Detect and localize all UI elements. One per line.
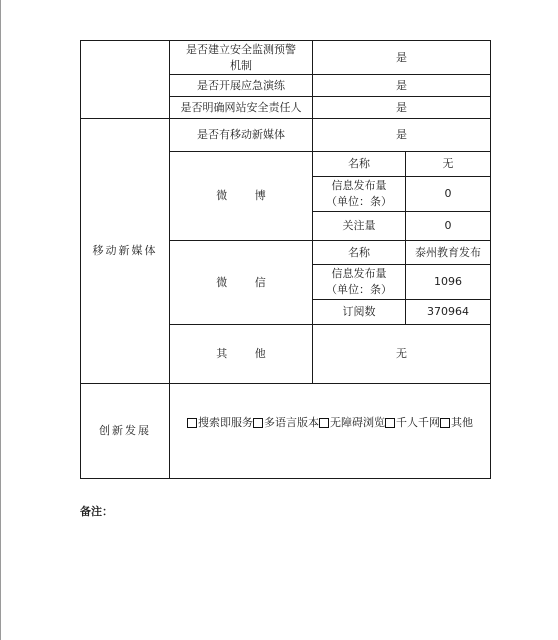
wechat-name-label: 名称 [348, 245, 370, 259]
page-left-edge [0, 0, 1, 640]
option-label: 无障碍浏览 [330, 416, 385, 429]
wechat-posts-label: 信息发布量（单位：条） [326, 267, 392, 296]
weibo-name-label: 名称 [348, 157, 370, 170]
option-accessibility[interactable] [319, 415, 385, 431]
innovation-label: 创新发展 [99, 424, 151, 437]
option-personalized[interactable] [385, 415, 440, 431]
table-border-right [490, 40, 491, 479]
option-multilingual[interactable] [253, 415, 319, 431]
monitor-value: 是 [396, 50, 407, 64]
has-mobile-label: 是否有移动新媒体 [197, 128, 285, 141]
responsible-value: 是 [396, 100, 407, 114]
responsible-label: 是否明确网站安全责任人 [180, 100, 302, 114]
wechat-subs-value: 370964 [427, 305, 469, 318]
option-search-service[interactable] [187, 415, 253, 431]
drill-value: 是 [396, 78, 407, 92]
weibo-posts-value: 0 [444, 187, 452, 200]
weibo-posts-label: 信息发布量（单位：条） [326, 179, 392, 208]
wechat-label: 微 信 [216, 275, 278, 289]
wechat-posts-value: 1096 [434, 275, 462, 288]
checkbox-icon[interactable] [440, 418, 450, 428]
has-mobile-value: 是 [396, 128, 407, 141]
option-label: 千人千网 [396, 416, 440, 429]
weibo-follows-label: 关注量 [342, 219, 376, 232]
option-label: 多语言版本 [264, 416, 319, 429]
checkbox-icon[interactable] [319, 418, 329, 428]
option-other[interactable] [440, 415, 473, 431]
checkbox-icon[interactable] [385, 418, 395, 428]
weibo-label: 微 博 [216, 189, 278, 202]
drill-label: 是否开展应急演练 [197, 78, 285, 92]
other-value: 无 [396, 347, 407, 360]
weibo-follows-value: 0 [444, 219, 452, 232]
note-label: 备注： [80, 505, 113, 518]
checkbox-icon[interactable] [187, 418, 197, 428]
option-label: 其他 [451, 416, 473, 429]
option-label: 搜索即服务 [198, 416, 253, 429]
weibo-name-value: 无 [442, 157, 454, 170]
monitor-label: 是否建立安全监测预警机制 [186, 42, 296, 72]
wechat-name-value: 泰州教育发布 [415, 245, 481, 259]
mobile-section-label: 移动新媒体 [92, 244, 158, 257]
innovation-options [170, 384, 490, 462]
checkbox-icon[interactable] [253, 418, 263, 428]
wechat-subs-label: 订阅数 [342, 305, 376, 318]
table-border-bottom [80, 478, 491, 479]
other-label: 其 他 [216, 347, 278, 360]
